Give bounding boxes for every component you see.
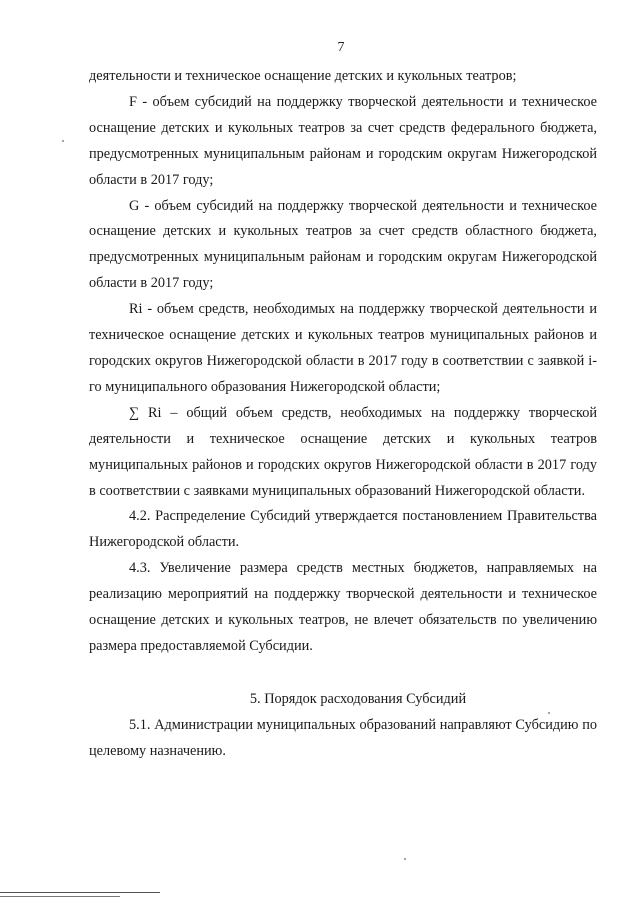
section-heading: 5. Порядок расходования Субсидий: [249, 690, 467, 707]
document-body: [89, 64, 597, 765]
paragraph-definition-f: F - объем субсидий на поддержку творческой деятельности и техническое оснащение детских и кукольных театров за счет средств федерального бюджета, предусмотренных муниципальным районам и городским округам Нижегородской области в 2017 году;: [89, 93, 597, 188]
scan-artifact-line: [0, 896, 120, 897]
page-number: 7: [337, 40, 345, 55]
paragraph-clause-4-3: 4.3. Увеличение размера средств местных бюджетов, направляемых на реализацию мероприятий на поддержку творческой деятельности и техническое оснащение детских и кукольных театров, не влечет обязательств по увеличению размера предоставляемой Субсидии.: [89, 560, 597, 654]
paragraph-clause-5-1: 5.1. Администрации муниципальных образований направляют Субсидию по целевому назначению.: [89, 716, 597, 759]
scan-speck: [62, 140, 64, 142]
paragraph-clause-4-2: 4.2. Распределение Субсидий утверждается постановлением Правительства Нижегородской области.: [89, 508, 597, 551]
scan-artifact-line: [0, 892, 160, 893]
paragraph-definition-sum-ri: ∑ Ri – общий объем средств, необходимых на поддержку творческой деятельности и техническое оснащение детских и кукольных театров муниципальных районов и городских округов Нижегородской области в 2017 году в соответствии с заявками муниципальных образований Нижегородской области.: [89, 404, 597, 499]
scan-speck: [548, 712, 550, 714]
scan-speck: [404, 858, 406, 860]
paragraph-continuation: деятельности и техническое оснащение детских и кукольных театров;: [89, 68, 517, 84]
paragraph-definition-ri: Ri - объем средств, необходимых на поддержку творческой деятельности и техническое оснащение детских и кукольных театров муниципальных районов и городских округов Нижегородской области в 2017 году в соответствии с заявкой i-го муниципального образования Нижегородской области;: [89, 301, 597, 395]
paragraph-definition-g: G - объем субсидий на поддержку творческой деятельности и техническое оснащение детских и кукольных театров за счет средств областного бюджета, предусмотренных муниципальным районам и городским округам Нижегородской области в 2017 году;: [89, 197, 597, 292]
